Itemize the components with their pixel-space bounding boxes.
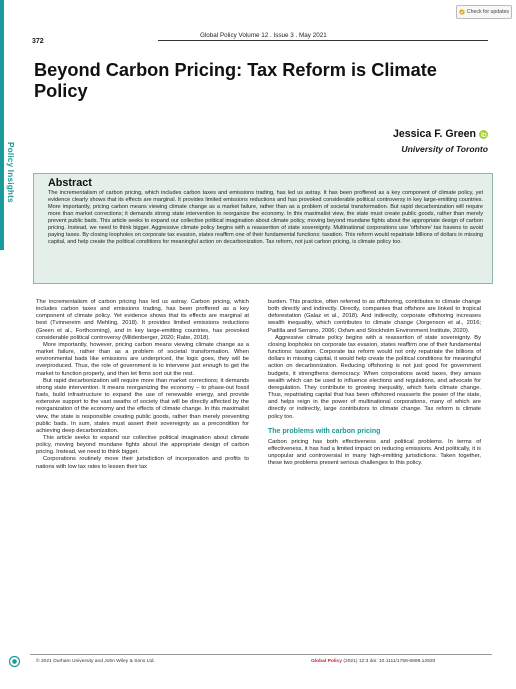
body-paragraph: burden. This practice, often referred to as offshoring, contributes to climate change both directly and indirectly. Directly, companies that offshore are linked to tropical deforestation (Galaz et al., 2018). And indirectly, corporate offshoring increases wealth inequality, which contributes to climate change (Jorgenson et al., 2016; Padilla and Serrano, 2006; Oxfam and Stockholm Environment Institute, 2020). <box>268 299 481 334</box>
author-block <box>393 128 488 154</box>
article-title: Beyond Carbon Pricing: Tax Reform is Climate Policy <box>34 60 437 101</box>
running-head: Global Policy Volume 12 . Issue 3 . May 2021 <box>200 32 327 39</box>
footer-copyright: © 2021 Durham University and John Wiley & Sons Ltd. <box>36 659 155 664</box>
header-rule <box>158 40 488 41</box>
body-paragraph: Corporations routinely move their jurisdiction of incorporation and profits to nations with low tax rates to lessen their tax <box>36 456 249 470</box>
author-name-row <box>393 128 488 140</box>
section-heading: The problems with carbon pricing <box>268 427 381 435</box>
journal-logo-icon <box>9 656 20 667</box>
footer-journal-name: Global Policy <box>311 659 342 664</box>
orcid-icon[interactable] <box>479 130 488 139</box>
footer-doi[interactable]: (2021) 12:3 doi: 10.1111/1758-5899.12920 <box>343 659 436 664</box>
check-for-updates-label: Check for updates <box>466 9 509 15</box>
author-name: Jessica F. Green <box>392 128 476 140</box>
check-for-updates-icon <box>459 7 465 17</box>
footer-rule <box>30 654 492 655</box>
check-for-updates-badge[interactable] <box>456 5 512 19</box>
abstract-text: The incrementalism of carbon pricing, which includes carbon taxes and emissions trading, has led us astray. It has been proffered as a key component of climate policy, yet evidence clearly shows that its effects are marginal. It provides limited emissions reductions and has provoked considerable political controversy in key large-emitting countries. More importantly, pricing carbon means viewing climate change as a market failure, rather than as a problem of societal transformation. But rapid decarbonization will require more than market corrections; it demands strong state intervention to reorganize the economy. In this maximalist view, the state must create public goods, rather than merely prevent public bads. This article seeks to expand our collective political imagination about climate policy, moving beyond mundane fights about the appropriate design of carbon pricing. Instead, we need to think bigger. Aggressive climate policy begins with a reassertion of state sovereignty. Multinational corporations use 'offshore' tax havens to avoid paying taxes. By closing loopholes on corporate tax evasion, states reaffirm one of their fundamental functions: taxation. This reform would repatriate billions of dollars in missing capital, and help create the political conditions for meaningful action on decarbonization. Tax reform, not just carbon pricing, is climate policy too. <box>48 190 483 245</box>
body-column-right <box>268 299 481 467</box>
page-number: 372 <box>32 38 44 45</box>
abstract-heading: Abstract <box>48 177 92 189</box>
footer-citation <box>311 659 435 664</box>
body-paragraph: Carbon pricing has both effectiveness and political problems. In terms of effectiveness, it has had a limited impact on reducing emissions. And politically, it is unpopular and controversial in many high-emitting jurisdictions. Taken together, these two problems present serious challenges to this policy. <box>268 438 481 467</box>
author-affiliation: University of Toronto <box>401 144 488 154</box>
abstract-box <box>33 173 493 284</box>
body-paragraph: This article seeks to expand our collective political imagination about climate policy, moving beyond mundane fights about the appropriate design of carbon pricing. Instead, we need to think bigger. <box>36 434 249 456</box>
body-paragraph: The incrementalism of carbon pricing has led us astray. Carbon pricing, which includes carbon taxes and emissions trading, has been proffered as a key component of climate policy. Yet evidence shows that its effects are marginal at best (Tvinnereim and Mehling, 2018). It provides limited emissions reductions (Green et al., Forthcoming), and in key large-emitting countries, has provoked considerable political controversy (Mildenberger, 2020; Rabe, 2018). <box>36 299 249 341</box>
section-side-label: Policy Insights <box>6 142 15 203</box>
side-accent-bar <box>0 0 4 250</box>
body-paragraph: But rapid decarbonization will require more than market corrections; it demands strong state intervention. It means reorganizing the economy – to phase-out fossil fuels, build infrastructure to expand the use of renewable energy, and provide extensive support to the vast swaths of society that will be directly affected by the reorganization of the economy and the effects of climate change. In this maximalist view, the state is responsible creating public goods, rather than merely preventing public bads. In sum, states must assert their sovereignty as a precondition for achieving deep decarbonization. <box>36 377 249 434</box>
body-paragraph: Aggressive climate policy begins with a reassertion of state sovereignty. By closing loopholes on corporate tax evasion, states reaffirm one of their fundamental functions: taxation. Corporate tax reform would not only repatriate the billions of dollars in missing capital, it would help create the political conditions for meaningful action on decarbonization. Reducing offshoring is not just good for government budgets, it strengthens democracy. When corporations avoid taxes, they amass wealth which can be used to influence elections and regulations, and advocate for deregulation. They contribute to growing inequality, which fuels climate change. Thus, repatriating capital that has been offshored reasserts the power of the state, and helps reign in the power of multinational corporations, many of which are directly or indirectly, large contributors to climate change. Tax reform is climate policy too. <box>268 334 481 420</box>
body-paragraph: More importantly, however, pricing carbon means viewing climate change as a market failure, rather than as a problem of societal transformation. When environmental bads like emissions are underpriced, the logic goes, they will be overproduced. Thus, the role of government is to intervene just enough to get the market to function properly, and then let firms sort out the rest. <box>36 341 249 377</box>
body-column-left <box>36 299 249 471</box>
